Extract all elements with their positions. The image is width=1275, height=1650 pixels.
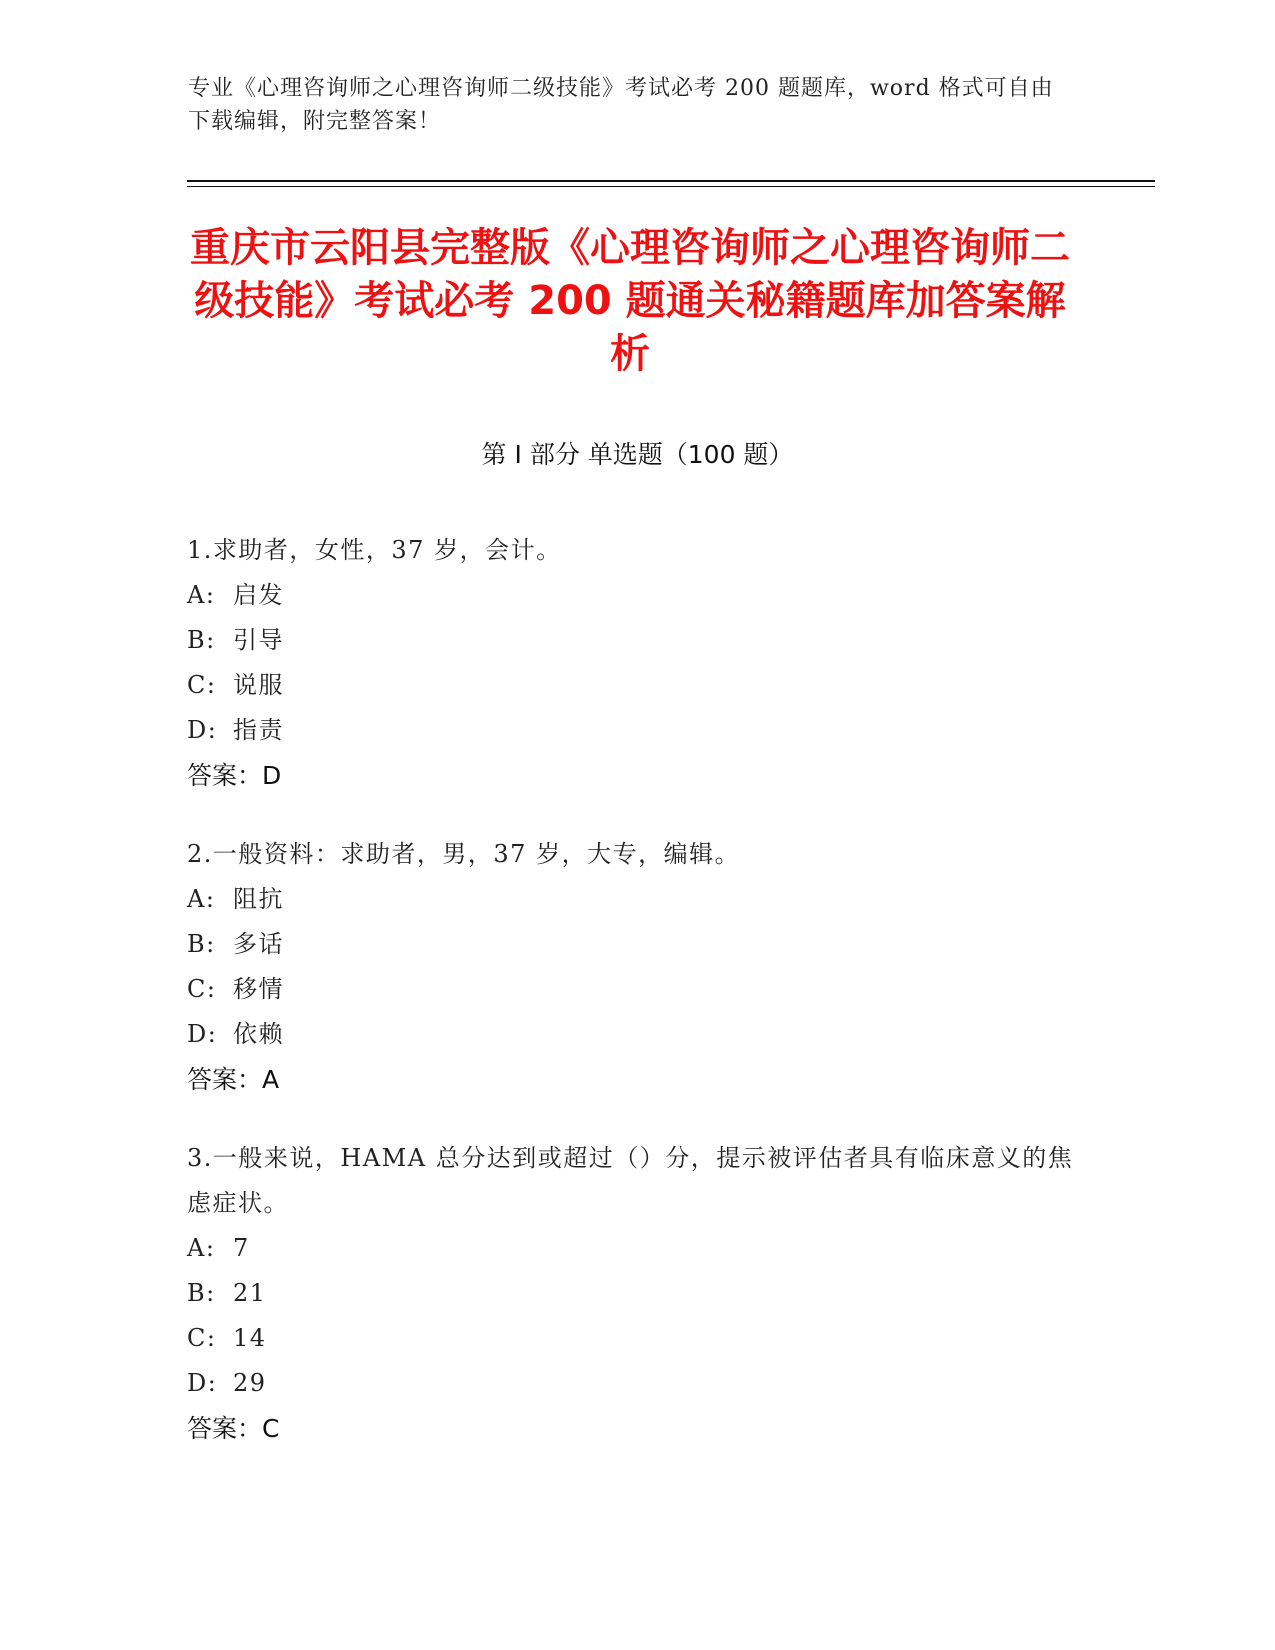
option-b <box>187 618 1087 663</box>
option-b <box>187 1271 1087 1316</box>
option-d <box>187 1361 1087 1406</box>
option-d <box>187 708 1087 753</box>
header-note: 专业《心理咨询师之心理咨询师二级技能》考试必考 200 题题库，word 格式可自由下载编辑，附完整答案！ <box>188 76 1054 134</box>
option-text: 多话 <box>233 930 284 958</box>
header-rule-thick <box>187 180 1155 182</box>
question-3 <box>187 1136 1087 1451</box>
option-a <box>187 573 1087 618</box>
option-letter: B: <box>187 930 216 958</box>
answer-line: 答案：D <box>187 761 282 790</box>
option-c <box>187 967 1087 1012</box>
option-letter: A: <box>187 581 216 609</box>
option-c <box>187 1316 1087 1361</box>
option-letter: C: <box>187 975 217 1003</box>
option-letter: A: <box>187 1234 216 1262</box>
option-text: 说服 <box>233 671 284 699</box>
option-text: 14 <box>233 1324 267 1352</box>
option-letter: B: <box>187 1279 216 1307</box>
option-text: 7 <box>233 1234 250 1262</box>
section-heading: 第 I 部分 单选题（100 题） <box>481 440 794 469</box>
option-text: 29 <box>233 1369 267 1397</box>
option-text: 依赖 <box>233 1020 284 1048</box>
question-text: 2.一般资料：求助者，男，37 岁，大专，编辑。 <box>187 840 741 868</box>
option-letter: D: <box>187 1020 218 1048</box>
option-letter: D: <box>187 1369 218 1397</box>
option-text: 移情 <box>233 975 284 1003</box>
option-a <box>187 877 1087 922</box>
answer-line: 答案：A <box>187 1065 280 1094</box>
option-b <box>187 922 1087 967</box>
question-1 <box>187 528 1087 798</box>
option-letter: B: <box>187 626 216 654</box>
option-letter: C: <box>187 1324 217 1352</box>
option-c <box>187 663 1087 708</box>
option-letter: D: <box>187 716 218 744</box>
document-title: 重庆市云阳县完整版《心理咨询师之心理咨询师二级技能》考试必考 200 题通关秘籍题库加答案解析 <box>190 225 1070 377</box>
option-text: 阻抗 <box>233 885 284 913</box>
option-letter: A: <box>187 885 216 913</box>
option-text: 启发 <box>233 581 284 609</box>
answer-line: 答案：C <box>187 1414 280 1443</box>
question-text: 1.求助者，女性，37 岁，会计。 <box>187 536 562 564</box>
header-rule-thin <box>187 186 1155 187</box>
question-2 <box>187 832 1087 1102</box>
option-text: 引导 <box>233 626 284 654</box>
question-text: 3.一般来说，HAMA 总分达到或超过（）分，提示被评估者具有临床意义的焦虑症状。 <box>187 1144 1074 1217</box>
option-text: 21 <box>233 1279 267 1307</box>
option-a <box>187 1226 1087 1271</box>
option-letter: C: <box>187 671 217 699</box>
option-d <box>187 1012 1087 1057</box>
question-list <box>187 528 1087 1485</box>
option-text: 指责 <box>233 716 284 744</box>
